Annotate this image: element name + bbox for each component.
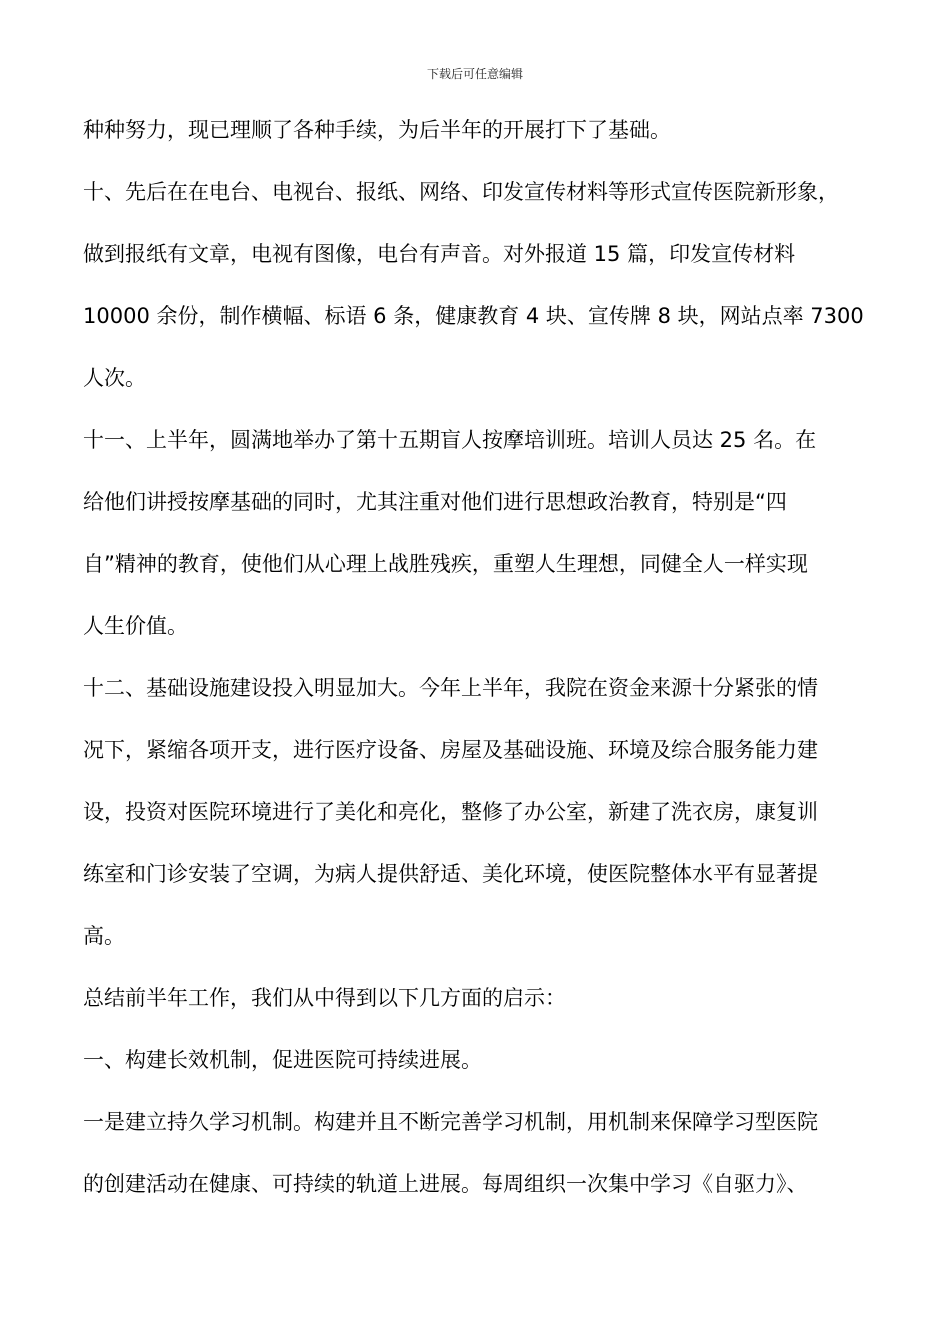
text-line: 十一、上半年，圆满地举办了第十五期盲人按摩培训班。培训人员达 25 名。在 [83, 428, 817, 452]
text-line: 做到报纸有文章，电视有图像，电台有声音。对外报道 15 篇，印发宣传材料 [83, 242, 796, 266]
text-line: 总结前半年工作，我们从中得到以下几方面的启示： [83, 986, 566, 1010]
text-line: 人生价值。 [83, 614, 188, 638]
text-line: 的创建活动在健康、可持续的轨道上进展。每周组织一次集中学习《自驱力》、 [83, 1172, 808, 1196]
text-line: 十二、基础设施建设投入明显加大。今年上半年，我院在资金来源十分紧张的情 [83, 676, 818, 700]
text-line: 自”精神的教育，使他们从心理上战胜残疾，重塑人生理想，同健全人一样实现 [83, 552, 808, 576]
text-line: 10000 余份，制作横幅、标语 6 条，健康教育 4 块、宣传牌 8 块，网站点率 7300 [83, 304, 864, 328]
text-line: 设，投资对医院环境进行了美化和亮化，整修了办公室，新建了洗衣房，康复训 [83, 800, 818, 824]
text-line: 十、先后在在电台、电视台、报纸、网络、印发宣传材料等形式宣传医院新形象， [83, 180, 839, 204]
text-line: 给他们讲授按摩基础的同时，尤其注重对他们进行思想政治教育，特别是“四 [83, 490, 787, 514]
text-line: 高。 [83, 924, 125, 948]
text-line: 况下，紧缩各项开支，进行医疗设备、房屋及基础设施、环境及综合服务能力建 [83, 738, 818, 762]
text-line: 一是建立持久学习机制。构建并且不断完善学习机制，用机制来保障学习型医院 [83, 1110, 818, 1134]
text-line: 种种努力，现已理顺了各种手续，为后半年的开展打下了基础。 [83, 118, 671, 142]
text-line: 人次。 [83, 366, 146, 390]
text-line: 一、构建长效机制，促进医院可持续进展。 [83, 1048, 482, 1072]
text-line: 练室和门诊安装了空调，为病人提供舒适、美化环境，使医院整体水平有显著提 [83, 862, 818, 886]
document-body [83, 118, 883, 1234]
page-header: 下载后可任意编辑 [426, 67, 523, 81]
